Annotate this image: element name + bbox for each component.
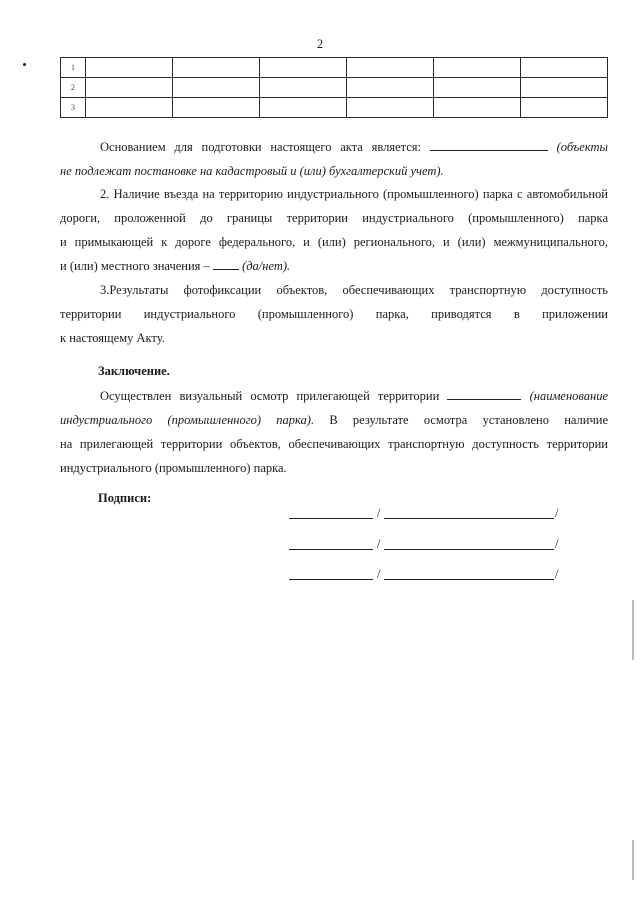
signature-separator: / xyxy=(555,567,559,581)
table-row xyxy=(61,58,608,78)
basis-line-2: не подлежат постановке на кадастровый и (или) бухгалтерский учет). xyxy=(60,164,444,178)
table-row xyxy=(61,98,608,118)
signature-field xyxy=(289,518,373,519)
item-3-line-1 xyxy=(60,278,608,302)
objects-table xyxy=(60,57,608,118)
park-name-note-end: индустриального (промышленного) парка). xyxy=(60,413,315,427)
item-2-line-3: и примыкающей к дороге федерального, и (или) регионального, и (или) межмуниципального, xyxy=(60,235,608,249)
scan-edge-mark xyxy=(632,600,634,660)
basis-blank-field xyxy=(430,138,548,151)
conclusion-line-1 xyxy=(60,384,608,408)
item-2-text-end: и (или) местного значения – xyxy=(60,259,210,273)
signature-field xyxy=(289,549,373,550)
item-2-paragraph xyxy=(60,182,608,278)
table-cell xyxy=(173,58,260,78)
park-name-blank-field xyxy=(447,387,521,400)
signature-line xyxy=(289,505,564,521)
name-field xyxy=(384,549,554,550)
row-number: 1 xyxy=(61,58,86,78)
table-cell xyxy=(86,78,173,98)
conclusion-line-4: индустриального (промышленного) парка. xyxy=(60,461,287,475)
item-3-line-3: к настоящему Акту. xyxy=(60,331,165,345)
table-cell xyxy=(173,78,260,98)
item-2-line-1 xyxy=(60,182,608,206)
conclusion-text: Осуществлен визуальный осмотр прилегающей территории xyxy=(100,389,440,403)
table-cell xyxy=(521,78,608,98)
conclusion-heading: Заключение. xyxy=(98,364,170,378)
row-number: 2 xyxy=(61,78,86,98)
conclusion-line-3: на прилегающей территории объектов, обеспечивающих транспортную доступность территории xyxy=(60,437,608,451)
table-cell xyxy=(434,98,521,118)
park-name-note: (наименование xyxy=(529,389,609,403)
basis-note: (объекты xyxy=(556,140,609,154)
table-cell xyxy=(434,58,521,78)
signatures-heading: Подписи: xyxy=(98,491,152,505)
yes-no-note: (да/нет). xyxy=(242,259,291,273)
conclusion-paragraph xyxy=(60,384,608,480)
table-cell xyxy=(347,58,434,78)
basis-lead: Основанием для подготовки настоящего акта является: xyxy=(100,140,422,154)
item-2-text: 2. Наличие въезда на территорию индустриального (промышленного) парка с автомобильной xyxy=(100,187,608,201)
table-cell xyxy=(347,78,434,98)
basis-paragraph xyxy=(60,135,608,183)
signature-separator: / xyxy=(555,537,559,551)
item-2-line-2: дороги, проложенной до границы территории индустриального (промышленного) парка xyxy=(60,211,608,225)
signature-separator: / xyxy=(377,506,381,520)
table-cell xyxy=(521,98,608,118)
signature-field xyxy=(289,579,373,580)
signature-separator: / xyxy=(555,506,559,520)
table-cell xyxy=(347,98,434,118)
name-field xyxy=(384,579,554,580)
table-cell xyxy=(260,78,347,98)
table-cell xyxy=(521,58,608,78)
conclusion-result-text: В результате осмотра установлено наличие xyxy=(329,413,608,427)
name-field xyxy=(384,518,554,519)
yes-no-blank-field xyxy=(213,257,239,270)
table-cell xyxy=(434,78,521,98)
item-3-paragraph xyxy=(60,278,608,350)
table-cell xyxy=(86,98,173,118)
basis-line-1 xyxy=(60,135,608,159)
item-3-line-2: территории индустриального (промышленного) парка, приводятся в приложении xyxy=(60,307,608,321)
signature-line xyxy=(289,536,564,552)
signature-separator: / xyxy=(377,537,381,551)
conclusion-line-2 xyxy=(60,408,608,432)
scan-edge-mark xyxy=(632,840,634,880)
page-number: 2 xyxy=(316,37,324,51)
table-cell xyxy=(86,58,173,78)
item-2-line-4 xyxy=(60,254,608,278)
table-row xyxy=(61,78,608,98)
scan-artifact-dot xyxy=(23,63,26,66)
table-cell xyxy=(260,58,347,78)
table-cell xyxy=(260,98,347,118)
table-cell xyxy=(173,98,260,118)
signature-line xyxy=(289,566,564,582)
signature-separator: / xyxy=(377,567,381,581)
item-3-text: 3.Результаты фотофиксации объектов, обеспечивающих транспортную доступность xyxy=(100,283,608,297)
row-number: 3 xyxy=(61,98,86,118)
